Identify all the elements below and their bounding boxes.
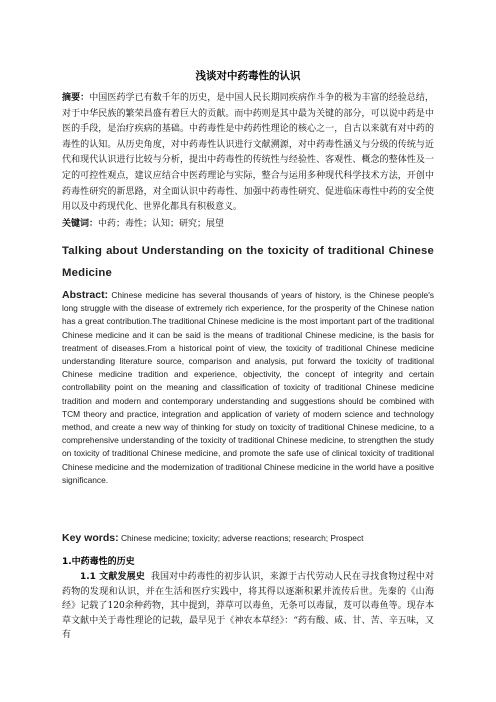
english-abstract xyxy=(62,289,434,487)
chinese-keywords xyxy=(62,217,434,233)
english-title: Talking about Understanding on the toxicity of traditional Chinese Medicine xyxy=(62,245,434,279)
chinese-abstract xyxy=(62,91,434,216)
english-abstract-label: Abstract: xyxy=(62,289,109,301)
english-keywords-label: Key words: xyxy=(62,532,119,544)
chinese-keywords-text: 中药；毒性；认知；研究；展望 xyxy=(98,219,225,229)
chinese-abstract-text: 中国医药学已有数千年的历史，是中国人民长期同疾病作斗争的极为丰富的经验总结，对于中华民族的繁荣昌盛有着巨大的贡献。而中药则是其中最为关键的部分，可以说中药是中医的手段，是治疗疾病的基础。中药毒性是中药药性理论的核心之一，自古以来就有对中药的毒性的认知。从历史角度，对中药毒性认识进行文献溯源，对中药毒性涵义与分级的传统与近代和现代认识进行比较与分析，提出中药毒性的传统性与经验性、客观性、概念的整体性及一定的可控性观点，建议应结合中医药理论与实际，整合与运用多种现代科学技术方法，开创中药毒性研究的新思路，对全面认识中药毒性、加强中药毒性研究、促进临床毒性中药的安全使用以及中药现代化、世界化都具有积极意义。 xyxy=(62,93,434,213)
chinese-abstract-label: 摘要： xyxy=(62,93,90,103)
subsection-label: 1.1 文献发展史 xyxy=(80,572,145,582)
body-paragraph xyxy=(62,570,434,643)
english-abstract-text: Chinese medicine has several thousands of years of history, is the Chinese people's long struggle with the disease of extremely rich experience, for the prosperity of the Chinese nation has a great contribution.The traditional Chinese medicine is the most important part of the traditional Chinese medicine and it can be said is the means of traditional Chinese medicine, is the basis for treatment of diseases.From a historical point of view, the toxicity of traditional Chinese medicine understanding literature source, comparison and analysis, put forward the toxicity of traditional Chinese medicine tradition and experience, objectivity, the concept of integrity and certain controllability point on the meaning and classification of toxicity of traditional Chinese medicine tradition and modern and contemporary understanding and suggestions should be combined with TCM theory and practice, integration and application of variety of modern science and technology method, and create a new way of thinking for study on toxicity of traditional Chinese medicine, to a comprehensive understanding of the toxicity of traditional Chinese medicine, to strengthen the study on toxicity of traditional Chinese medicine, and promote the safe use of clinical toxicity of traditional Chinese medicine and the modernization of traditional Chinese medicine in the world have a positive significance. xyxy=(62,290,434,485)
english-keywords xyxy=(62,532,434,545)
english-keywords-text: Chinese medicine; toxicity; adverse reactions; research; Prospect xyxy=(120,533,364,543)
page-title: 浅谈对中药毒性的认识 xyxy=(195,70,301,82)
body-text: 我国对中药毒性的初步认识，来源于古代劳动人民在寻找食物过程中对药物的发现和认识，并在生活和医疗实践中，将其得以逐渐积累并流传后世。先秦的《山海经》记载了120余种药物，其中提到，莽草可以毒鱼，无条可以毒鼠，芨可以毒鱼等。现存本草文献中关于毒性理论的记载，最早见于《神农本草经》：“药有酸、咸、甘、苦、辛五味，又有 xyxy=(62,572,434,640)
section-heading: 1.中药毒性的历史 xyxy=(62,557,135,567)
chinese-keywords-label: 关键词： xyxy=(62,219,99,229)
